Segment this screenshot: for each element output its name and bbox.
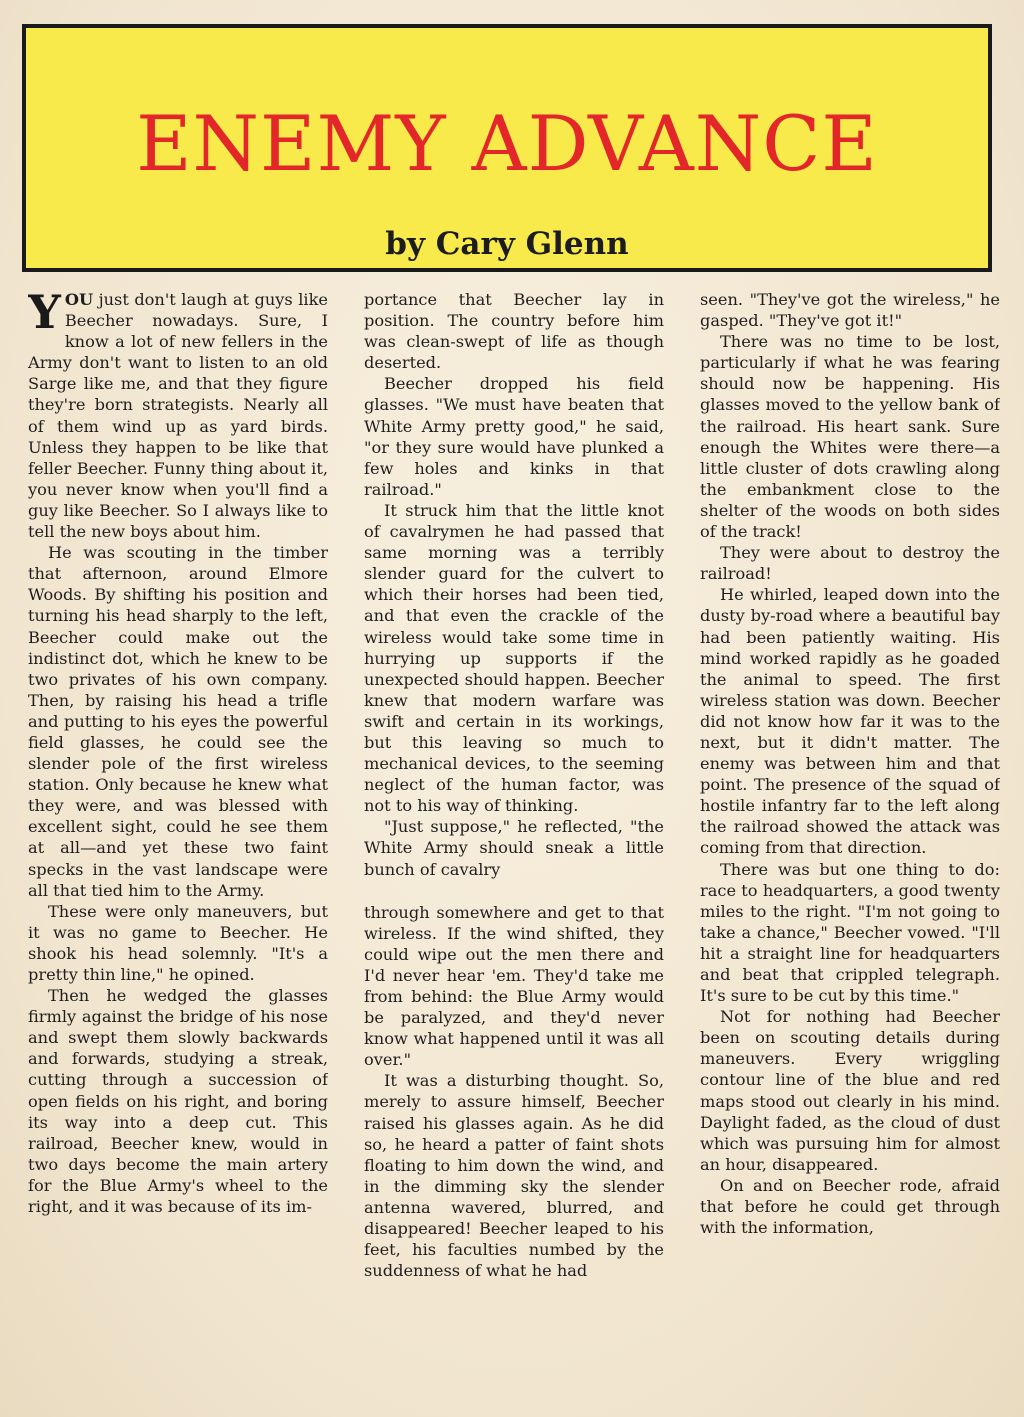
paragraph: Then he wedged the glasses firmly against the bridge of his nose and swept them slowly backwards and forwards, studying a streak, cutting through a succession of open fields on his right, and boring its way into a deep cut. This railroad, Beecher knew, would in two days become the main artery for the Blue Army's wheel to the right, and it was because of its im-: [28, 986, 328, 1217]
paragraph: through somewhere and get to that wireless. If the wind shifted, they could wipe out the men there and I'd never hear 'em. They'd take me from behind: the Blue Army would be paralyzed, and they'd never know what happened until it was all over.": [364, 902, 664, 1070]
text-column-3: [700, 289, 1000, 1379]
paragraph: [28, 289, 328, 542]
paragraph: There was but one thing to do: race to headquarters, a good twenty miles to the right. "I'm not going to take a chance," Beecher vowed. "I'll hit a straight line for headquarters and beat that crippled telegraph. It's sure to be cut by this time.": [700, 859, 1000, 1006]
paragraph: Beecher dropped his field glasses. "We must have beaten that White Army pretty good," he said, "or they sure would have plunked a few holes and kinks in that railroad.": [364, 374, 664, 499]
text-column-1: [28, 289, 328, 1379]
paragraph: These were only maneuvers, but it was no game to Beecher. He shook his head solemnly. "It's a pretty thin line," he opined.: [28, 901, 328, 984]
article-body: [28, 289, 1000, 1379]
paragraph: portance that Beecher lay in position. The country before him was clean-swept of life as though deserted.: [364, 290, 664, 373]
story-title: ENEMY ADVANCE: [136, 99, 878, 188]
text-column-2: [364, 289, 664, 1379]
paragraph: "Just suppose," he reflected, "the White Army should sneak a little bunch of cavalry: [364, 817, 664, 879]
paragraph: He whirled, leaped down into the dusty by-road where a beautiful bay had been patiently waiting. His mind worked rapidly as he goaded the animal to speed. The first wireless station was down. Beecher did not know how far it was to the next, but it didn't matter. The enemy was between him and that point. The presence of the squad of hostile infantry far to the left along the railroad showed the attack was coming from that direction.: [700, 585, 1000, 858]
paragraph-text: just don't laugh at guys like Beecher nowadays. Sure, I know a lot of new fellers in the Army don't want to listen to an old Sarge like me, and that they figure they're born strategists. Nearly all of them wind up as yard birds. Unless they happen to be like that feller Beecher. Funny thing about it, you never know when you'll find a guy like Beecher. So I always like to tell the new boys about him.: [28, 290, 328, 542]
title-banner: [22, 24, 992, 272]
paragraph: On and on Beecher rode, afraid that before he could get through with the information,: [700, 1175, 1000, 1238]
paragraph: They were about to destroy the railroad!: [700, 543, 1000, 584]
paragraph: It struck him that the little knot of cavalrymen he had passed that same morning was a terribly slender guard for the culvert to which their horses had been tied, and that even the crackle of the wireless would take some time in hurrying up supports if the unexpected should happen. Beecher knew that modern warfare was swift and certain in its workings, but this leaving so much to mechanical devices, to the seeming neglect of the human factor, was not to his way of thinking.: [364, 500, 664, 816]
drop-cap: Y: [28, 289, 61, 339]
paragraph: It was a disturbing thought. So, merely to assure himself, Beecher raised his glasses again. As he did so, he heard a patter of faint shots floating to him down the wind, and in the dimming sky the slender antenna wavered, blurred, and disappeared! Beecher leaped to his feet, his faculties numbed by the suddenness of what he had: [364, 1071, 664, 1281]
paragraph: Not for nothing had Beecher been on scouting details during maneuvers. Every wriggling contour line of the blue and red maps stood out clearly in his mind. Daylight faded, as the cloud of dust which was pursuing him for almost an hour, disappeared.: [700, 1007, 1000, 1174]
lead-in: OU: [64, 290, 94, 309]
paragraph: He was scouting in the timber that afternoon, around Elmore Woods. By shifting his position and turning his head sharply to the left, Beecher could make out the indistinct dot, which he knew to be two privates of his own company. Then, by raising his head a trifle and putting to his eyes the powerful field glasses, he could see the slender pole of the first wireless station. Only because he knew what they were, and was blessed with excellent sight, could he see them at all—and yet these two faint specks in the vast landscape were all that tied him to the Army.: [28, 543, 328, 900]
paragraph: seen. "They've got the wireless," he gasped. "They've got it!": [700, 290, 1000, 331]
paragraph: There was no time to be lost, particularly if what he was fearing should now be happening. His glasses moved to the yellow bank of the railroad. His heart sank. Sure enough the Whites were there—a little cluster of dots crawling along the embankment close to the shelter of the woods on both sides of the track!: [700, 332, 1000, 542]
story-byline: by Cary Glenn: [385, 226, 629, 262]
column-gap: [364, 880, 664, 902]
